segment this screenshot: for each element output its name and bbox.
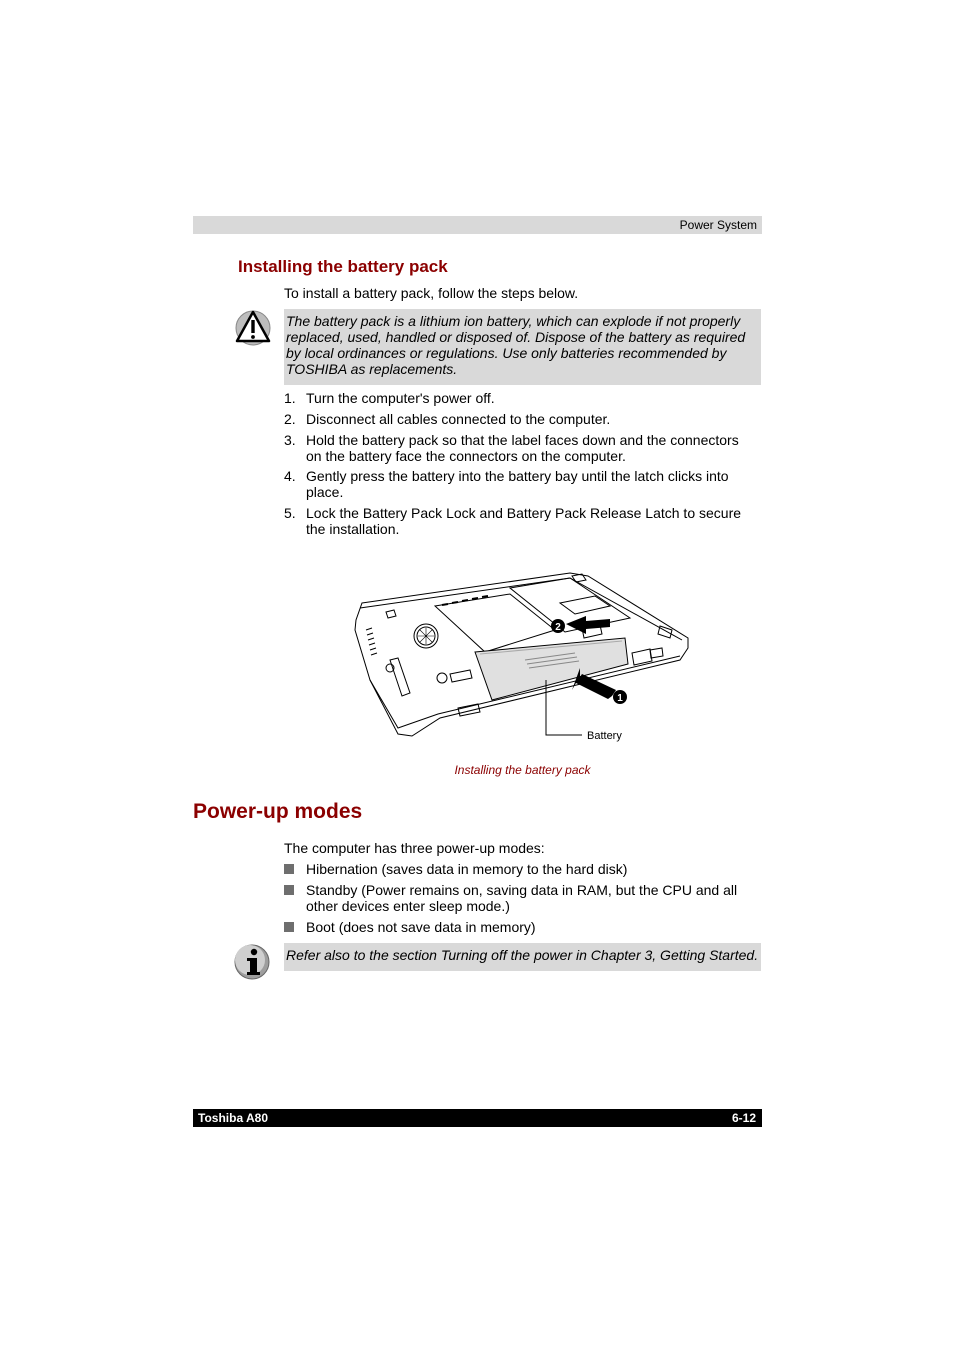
callout-marker-2-label: 2	[555, 622, 561, 633]
step-number: 2.	[284, 411, 296, 427]
footer-page-number: 6-12	[731, 1111, 756, 1125]
footer-product: Toshiba A80	[198, 1111, 269, 1125]
step-text: Hold the battery pack so that the label faces down and the connectors on the battery face the connectors on the computer.	[306, 432, 739, 464]
warning-box	[284, 309, 761, 385]
powerup-intro: The computer has three power-up modes:	[284, 840, 545, 856]
step-text: Gently press the battery into the battery bay until the latch clicks into place.	[306, 468, 729, 500]
bullet-text: Standby (Power remains on, saving data in RAM, but the CPU and all other devices enter sleep mode.)	[306, 882, 738, 914]
battery-install-illustration	[350, 568, 700, 753]
bullet-text: Hibernation (saves data in memory to the hard disk)	[306, 861, 628, 877]
step-number: 1.	[284, 390, 296, 406]
warning-icon	[234, 308, 272, 348]
bullet-square	[284, 922, 294, 932]
bullet-square	[284, 864, 294, 874]
install-intro: To install a battery pack, follow the steps below.	[284, 285, 579, 301]
info-icon	[233, 943, 271, 981]
callout-marker-1-label: 1	[617, 693, 623, 704]
bullet-text: Boot (does not save data in memory)	[306, 919, 536, 935]
step-text: Turn the computer's power off.	[306, 390, 495, 406]
step-text: Disconnect all cables connected to the computer.	[306, 411, 611, 427]
warning-text: The battery pack is a lithium ion battery, which can explode if not properly replaced, used, handled or disposed of. Dispose of the battery as required by local ordinances or regulations. Use only batteries recommended by TOSHIBA as replacements.	[286, 313, 746, 377]
battery-callout-label: Battery	[587, 730, 622, 742]
step-number: 4.	[284, 468, 296, 484]
section-heading-install: Installing the battery pack	[238, 257, 448, 276]
figure-caption: Installing the battery pack	[454, 763, 591, 777]
step-text: Lock the Battery Pack Lock and Battery Pack Release Latch to secure the installation.	[306, 505, 742, 537]
note-text: Refer also to the section Turning off the power in Chapter 3, Getting Started.	[286, 947, 759, 963]
bullet-square	[284, 885, 294, 895]
page-header	[193, 216, 762, 234]
header-section-title: Power System	[679, 218, 757, 232]
step-number: 3.	[284, 432, 296, 448]
section-heading-powerup: Power-up modes	[193, 800, 363, 823]
step-number: 5.	[284, 505, 296, 521]
note-box	[284, 943, 761, 971]
page-footer	[193, 1109, 762, 1127]
